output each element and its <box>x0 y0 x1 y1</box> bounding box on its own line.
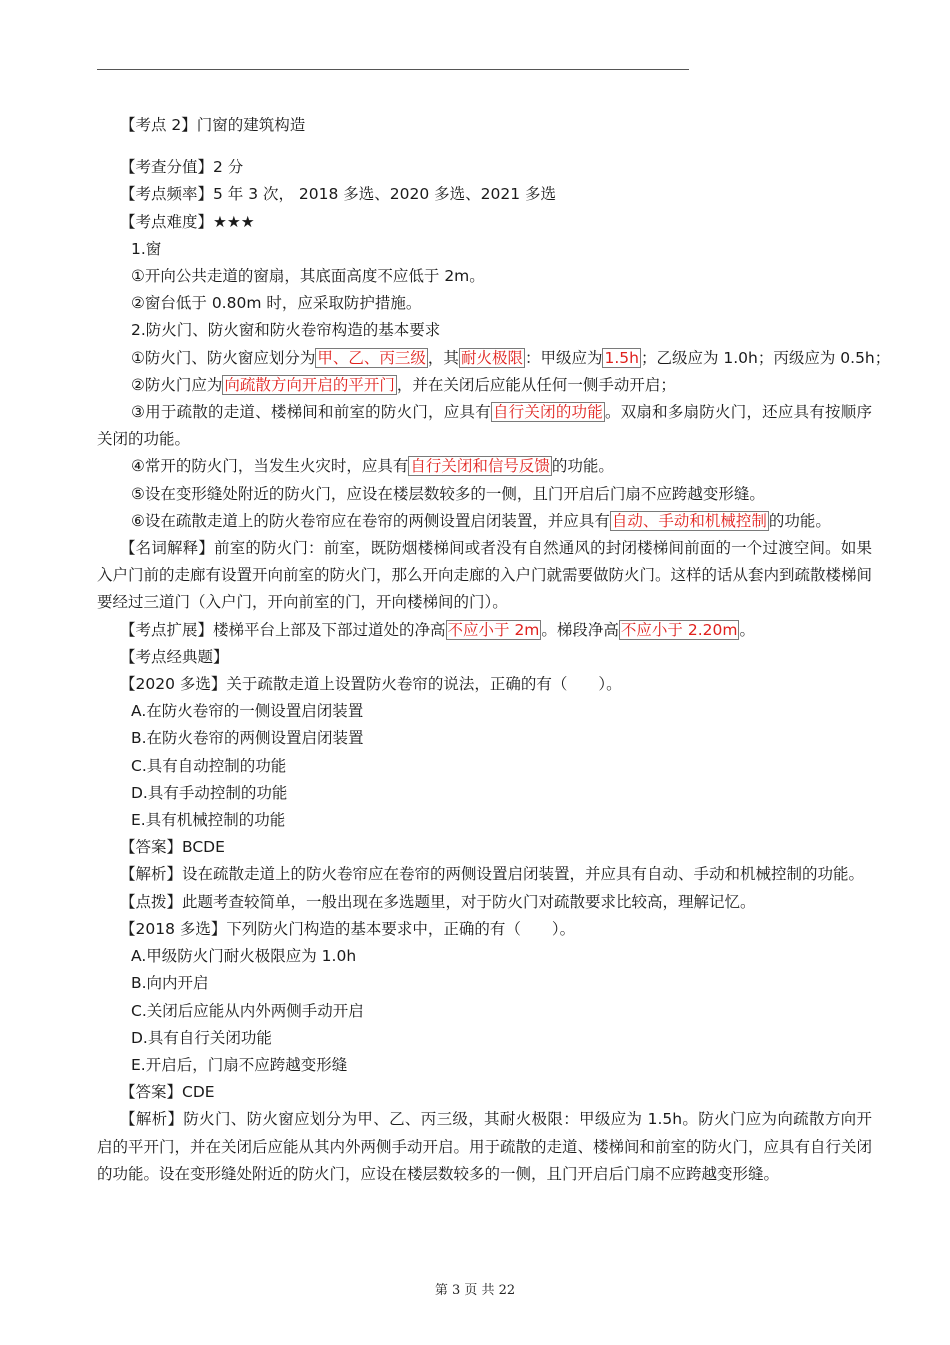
window-item-1: ①开向公共走道的窗扇，其底面高度不应低于 2m。 <box>131 267 485 286</box>
highlight-box: 不应小于 2m <box>447 620 540 639</box>
frequency-line: 【考点频率】5 年 3 次， 2018 多选、2020 多选、2021 多选 <box>120 185 557 204</box>
q2-stem: 【2018 多选】下列防火门构造的基本要求中，正确的有（ ）。 <box>120 919 576 938</box>
document-body <box>97 112 891 1188</box>
fire-heading: 2.防火门、防火窗和防火卷帘构造的基本要求 <box>131 321 441 340</box>
text: ，其 <box>427 348 459 367</box>
highlight-box: 自行关闭和信号反馈 <box>410 457 550 476</box>
q2-option-b: B.向内开启 <box>131 974 209 993</box>
highlight-box: 自行关闭的功能 <box>492 403 603 422</box>
text: 。双扇和多扇防火门，还应具有按顺序关闭的功能。 <box>97 403 872 449</box>
section-title: 【考点 2】门窗的建筑构造 <box>120 116 306 134</box>
text: 的功能。 <box>768 511 831 530</box>
q1-option-b: B.在防火卷帘的两侧设置启闭装置 <box>131 729 364 748</box>
classic-heading: 【考点经典题】 <box>120 647 229 666</box>
highlight-box: 向疏散方向开启的平开门 <box>224 375 395 394</box>
text: ②防火门应为 <box>131 375 223 394</box>
text: 。 <box>739 620 755 639</box>
header-rule <box>97 69 689 70</box>
window-heading: 1.窗 <box>131 239 162 258</box>
fire-item-6 <box>97 508 872 535</box>
text: ，并在关闭后应能从任何一侧手动开启； <box>396 375 676 394</box>
q2-analysis: 【解析】防火门、防火窗应划分为甲、乙、丙三级，其耐火极限：甲级应为 1.5h。防火门应为向疏散方向开启的平开门，并在关闭后应能从其内外两侧手动开启。用于疏散的走道、楼梯间和前室的防火门，应具有自行关闭的功能。设在变形缝处附近的防火门，应设在楼层数较多的一侧，且门开启后门扇不应跨越变形缝。 <box>97 1110 873 1183</box>
text: ④常开的防火门，当发生火灾时，应具有 <box>131 457 409 476</box>
q1-answer: 【答案】BCDE <box>120 838 225 857</box>
text: ：甲级应为 <box>524 348 603 367</box>
q2-option-c: C.关闭后应能从内外两侧手动开启 <box>131 1001 364 1020</box>
fire-item-5: ⑤设在变形缝处附近的防火门，应设在楼层数较多的一侧，且门开启后门扇不应跨越变形缝。 <box>131 484 765 503</box>
page-footer: 第 3 页 共 22 <box>434 1283 516 1298</box>
q2-answer: 【答案】CDE <box>120 1083 215 1102</box>
highlight-box: 自动、手动和机械控制 <box>611 511 767 530</box>
q1-option-c: C.具有自动控制的功能 <box>131 756 287 775</box>
q2-option-d: D.具有自行关闭功能 <box>131 1028 272 1047</box>
window-item-2: ②窗台低于 0.80m 时，应采取防护措施。 <box>131 294 422 313</box>
text: 的功能。 <box>551 457 614 476</box>
text: ⑥设在疏散走道上的防火卷帘应在卷帘的两侧设置启闭装置，并应具有 <box>131 511 610 530</box>
fire-item-3 <box>97 399 872 453</box>
text: ①防火门、防火窗应划分为 <box>131 348 316 367</box>
q1-option-a: A.在防火卷帘的一侧设置启闭装置 <box>131 702 364 721</box>
text: ；乙级应为 1.0h；丙级应为 0.5h； <box>640 348 891 367</box>
difficulty-line: 【考点难度】★★★ <box>120 212 255 231</box>
highlight-box: 耐火极限 <box>460 348 523 367</box>
fire-item-1 <box>97 345 891 372</box>
fire-item-2 <box>97 372 872 399</box>
highlight-box: 甲、乙、丙三级 <box>317 348 426 367</box>
extension-line <box>97 617 872 644</box>
glossary-paragraph: 【名词解释】前室的防火门：前室，既防烟楼梯间或者没有自然通风的封闭楼梯间前面的一个过渡空间。如果入户门前的走廊有设置开向前室的防火门，那么开向走廊的入户门就需要做防火门。这样的话从套内到疏散楼梯间要经过三道门（入户门，开向前室的门，开向楼梯间的门）。 <box>97 539 873 612</box>
text: ③用于疏散的走道、楼梯间和前室的防火门，应具有 <box>131 403 491 422</box>
q1-tip: 【点拨】此题考查较简单，一般出现在多选题里，对于防火门对疏散要求比较高，理解记忆。 <box>120 892 756 911</box>
q1-option-d: D.具有手动控制的功能 <box>131 783 288 802</box>
score-line: 【考查分值】2 分 <box>120 158 244 177</box>
text: 。梯段净高 <box>541 620 619 639</box>
highlight-box: 1.5h <box>604 348 639 367</box>
highlight-box: 不应小于 2.20m <box>620 620 738 639</box>
text: 【考点扩展】楼梯平台上部及下部过道处的净高 <box>120 620 446 639</box>
fire-item-4 <box>97 453 872 480</box>
q1-stem: 【2020 多选】关于疏散走道上设置防火卷帘的说法，正确的有（ ）。 <box>120 675 622 694</box>
q2-option-e: E.开启后，门扇不应跨越变形缝 <box>131 1055 348 1074</box>
q1-analysis: 【解析】设在疏散走道上的防火卷帘应在卷帘的两侧设置启闭装置，并应具有自动、手动和机械控制的功能。 <box>120 865 865 884</box>
q2-option-a: A.甲级防火门耐火极限应为 1.0h <box>131 947 357 966</box>
q1-option-e: E.具有机械控制的功能 <box>131 811 286 830</box>
